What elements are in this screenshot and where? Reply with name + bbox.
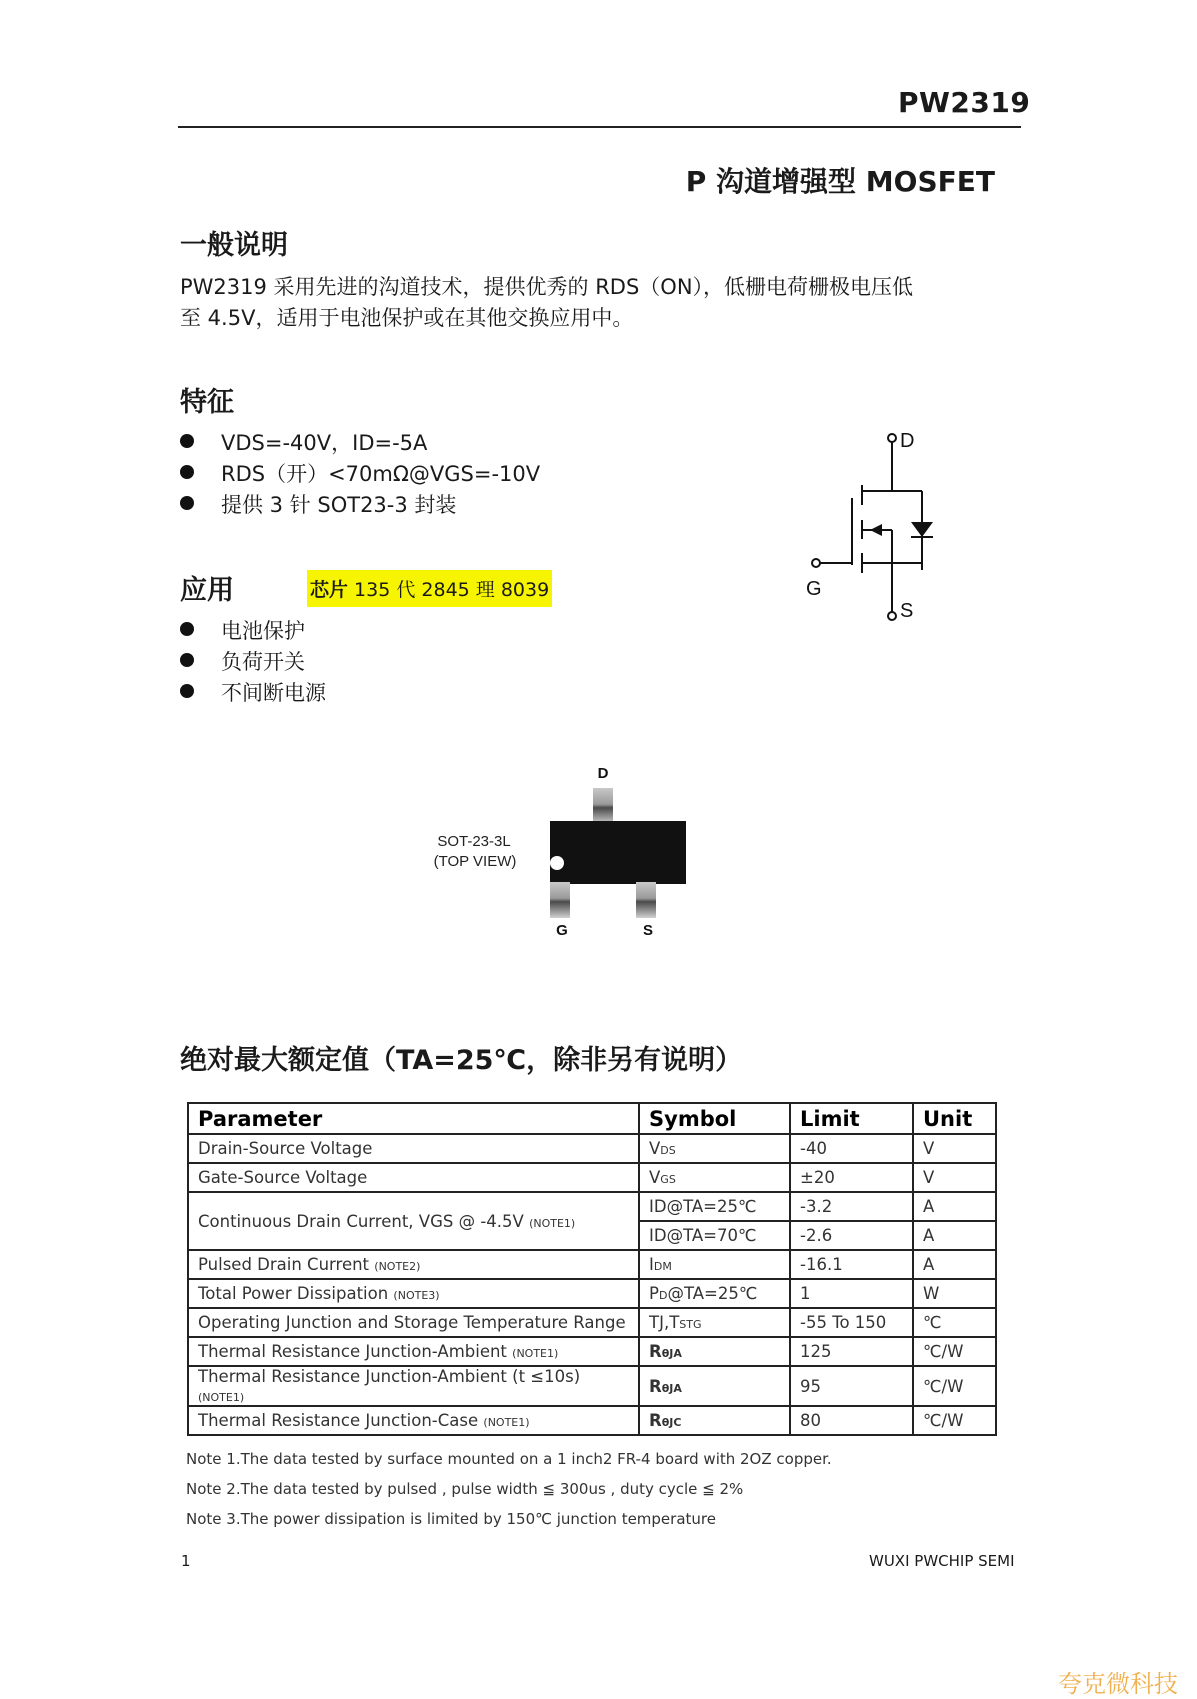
table-row [188,1134,996,1163]
symbol-cell: RθJA [639,1337,790,1366]
general-line-1: PW2319 采用先进的沟道技术，提供优秀的 RDS（ON），低栅电荷栅极电压低 [180,275,914,299]
table-row [188,1337,996,1366]
general-line-2: 至 4.5V，适用于电池保护或在其他交换应用中。 [180,306,634,330]
package-name: SOT-23-3L [437,833,511,850]
unit-cell: ℃/W [913,1337,996,1366]
bullet-icon [180,434,194,448]
package-s-label: S [642,922,654,939]
limit-cell: -40 [790,1134,913,1163]
mosfet-symbol [800,425,950,625]
symbol-g-label: G [806,578,822,600]
list-item: 提供 3 针 SOT23-3 封装 [180,490,540,521]
company-name: WUXI PWCHIP SEMI [869,1552,1015,1570]
table-row [188,1192,996,1221]
param-cell: Total Power Dissipation (NOTE3) [188,1279,639,1308]
limit-cell: 125 [790,1337,913,1366]
unit-cell: ℃/W [913,1366,996,1406]
unit-cell: A [913,1250,996,1279]
features-list [180,428,540,521]
features-heading: 特征 [180,387,234,418]
list-item: 负荷开关 [180,647,326,678]
table-row [188,1279,996,1308]
unit-cell: ℃ [913,1308,996,1337]
limit-cell: 80 [790,1406,913,1435]
symbol-cell: VDS [639,1134,790,1163]
table-row [188,1308,996,1337]
list-item: VDS=-40V，ID=-5A [180,428,540,459]
symbol-cell: TJ,TSTG [639,1308,790,1337]
part-number: PW2319 [898,86,1031,119]
unit-cell: A [913,1221,996,1250]
pin1-dot [550,856,564,870]
bullet-icon [180,684,194,698]
pin-g [550,882,570,918]
symbol-cell: IDM [639,1250,790,1279]
bullet-icon [180,653,194,667]
symbol-s-label: S [900,600,914,622]
table-row [188,1163,996,1192]
symbol-cell: ID@TA=25℃ [639,1192,790,1221]
limit-cell: ±20 [790,1163,913,1192]
limit-cell: -55 To 150 [790,1308,913,1337]
contact-highlight: 芯片 135 代 2845 理 8039 [307,570,552,607]
document-title: P 沟道增强型 MOSFET [685,165,995,198]
limit-cell: -16.1 [790,1250,913,1279]
param-cell: Thermal Resistance Junction-Ambient (NOTE1) [188,1337,639,1366]
symbol-d-label: D [900,430,915,452]
table-row [188,1366,996,1406]
header-unit: Unit [913,1103,996,1134]
package-body [550,821,686,884]
package-g-label: G [556,922,568,939]
bullet-icon [180,622,194,636]
header-limit: Limit [790,1103,913,1134]
pin-s [636,882,656,918]
table-row [188,1250,996,1279]
limit-cell: -3.2 [790,1192,913,1221]
page-number: 1 [181,1552,191,1570]
unit-cell: ℃/W [913,1406,996,1435]
header-parameter: Parameter [188,1103,639,1134]
param-cell: Thermal Resistance Junction-Ambient (t ≤10s) (NOTE1) [188,1366,639,1406]
symbol-cell: RθJA [639,1366,790,1406]
param-cell: Continuous Drain Current, VGS @ -4.5V (NOTE1) [188,1192,639,1250]
param-cell: Thermal Resistance Junction-Case (NOTE1) [188,1406,639,1435]
applications-heading: 应用 [180,575,234,606]
symbol-cell: ID@TA=70℃ [639,1221,790,1250]
general-heading: 一般说明 [180,230,288,261]
table-row [188,1406,996,1435]
list-item: 电池保护 [180,616,326,647]
table-header-row [188,1103,996,1134]
note-3: Note 3.The power dissipation is limited by 150℃ junction temperature [186,1510,716,1528]
header-symbol: Symbol [639,1103,790,1134]
symbol-cell: PD@TA=25℃ [639,1279,790,1308]
pin-d [593,788,613,824]
bullet-icon [180,465,194,479]
note-1: Note 1.The data tested by surface mounted on a 1 inch2 FR-4 board with 2OZ copper. [186,1450,832,1468]
package-d-label: D [597,765,609,782]
param-cell: Operating Junction and Storage Temperature Range [188,1308,639,1337]
package-diagram [420,755,700,945]
limit-cell: 95 [790,1366,913,1406]
unit-cell: A [913,1192,996,1221]
limit-cell: 1 [790,1279,913,1308]
symbol-cell: VGS [639,1163,790,1192]
unit-cell: W [913,1279,996,1308]
watermark: 夸克微科技 [1058,1670,1178,1698]
note-2: Note 2.The data tested by pulsed , pulse width ≦ 300us , duty cycle ≦ 2% [186,1480,744,1498]
general-description [180,272,1010,334]
limit-cell: -2.6 [790,1221,913,1250]
ratings-table [187,1102,997,1436]
unit-cell: V [913,1163,996,1192]
list-item: RDS（开）<70mΩ@VGS=-10V [180,459,540,490]
header-rule [178,126,1021,128]
unit-cell: V [913,1134,996,1163]
package-view: (TOP VIEW) [433,853,517,870]
applications-list [180,616,326,709]
param-cell: Drain-Source Voltage [188,1134,639,1163]
param-cell: Pulsed Drain Current (NOTE2) [188,1250,639,1279]
symbol-cell: RθJC [639,1406,790,1435]
param-cell: Gate-Source Voltage [188,1163,639,1192]
ratings-heading: 绝对最大额定值（TA=25℃，除非另有说明） [180,1045,743,1076]
bullet-icon [180,496,194,510]
list-item: 不间断电源 [180,678,326,709]
